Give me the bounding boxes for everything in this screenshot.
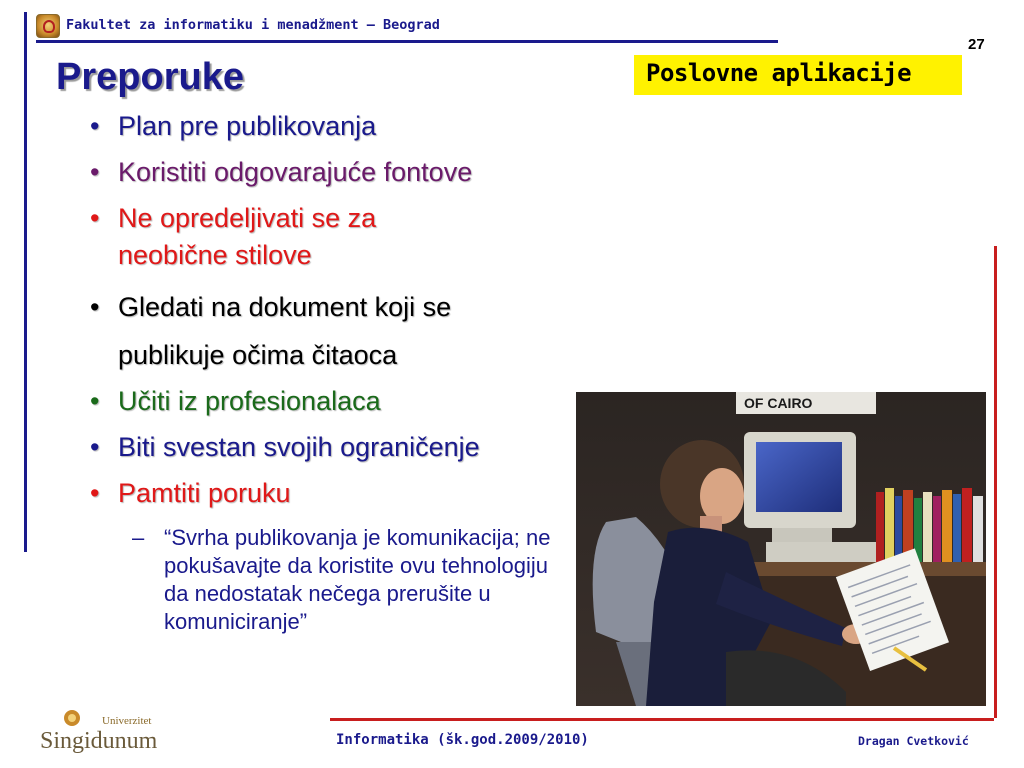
- header-divider: [36, 40, 778, 43]
- right-accent-rule: [994, 246, 997, 718]
- slide-title: Preporuke: [56, 56, 244, 98]
- bullet-dot-icon: •: [90, 386, 100, 416]
- faculty-logo-icon: [36, 14, 60, 38]
- university-logo-mark: [40, 708, 180, 756]
- bullet-item: [90, 475, 570, 512]
- bullet-text: Učiti iz profesionalaca: [118, 386, 381, 416]
- bullet-item: [90, 108, 570, 145]
- sub-bullet-item: [132, 524, 562, 636]
- bullet-text: Ne opredeljivati se za neobične stilove: [118, 203, 377, 270]
- bullet-item: [90, 429, 570, 466]
- bullet-dot-icon: •: [90, 111, 100, 141]
- page-number: 27: [968, 36, 985, 53]
- bullet-item: [90, 283, 548, 379]
- section-badge: [634, 55, 962, 95]
- bullet-list: [90, 108, 570, 521]
- bullet-dot-icon: •: [90, 157, 100, 187]
- bullet-text: Koristiti odgovarajuće fontove: [118, 157, 473, 187]
- bullet-text: Biti svestan svojih ograničenje: [118, 432, 480, 462]
- footer-author: Dragan Cvetković: [858, 734, 969, 748]
- university-logo: [40, 708, 180, 761]
- dash-icon: –: [132, 525, 145, 550]
- bullet-item: [90, 200, 478, 274]
- photo-sign-text: OF CAIRO: [744, 395, 813, 411]
- bullet-text: Gledati na dokument koji se publikuje očima čitaoca: [118, 292, 452, 370]
- bullet-dot-icon: •: [90, 292, 100, 322]
- sub-bullet-text: “Svrha publikovanja je komunikacija; ne pokušavajte da koristite ovu tehnologiju da nedostatak nečega prerušite u komuniciranje”: [164, 525, 551, 634]
- bullet-text: Plan pre publikovanja: [118, 111, 377, 141]
- institution-title: Fakultet za informatiku i menadžment – Beograd: [66, 17, 440, 33]
- footer-course: Informatika (šk.god.2009/2010): [336, 732, 589, 748]
- bullet-item: [90, 154, 570, 191]
- sub-bullet: [132, 524, 562, 636]
- footer-divider: [330, 718, 994, 721]
- bullet-item: [90, 383, 570, 420]
- office-photo: [576, 392, 986, 706]
- bullet-text: Pamtiti poruku: [118, 478, 291, 508]
- section-badge-label: Poslovne aplikacije: [646, 59, 912, 87]
- office-photo-illustration: [576, 392, 986, 706]
- left-accent-rule: [24, 12, 27, 552]
- bullet-dot-icon: •: [90, 478, 100, 508]
- university-logo-name: Singidunum: [40, 728, 158, 754]
- university-logo-small: Univerzitet: [102, 715, 152, 727]
- bullet-dot-icon: •: [90, 432, 100, 462]
- bullet-dot-icon: •: [90, 203, 100, 233]
